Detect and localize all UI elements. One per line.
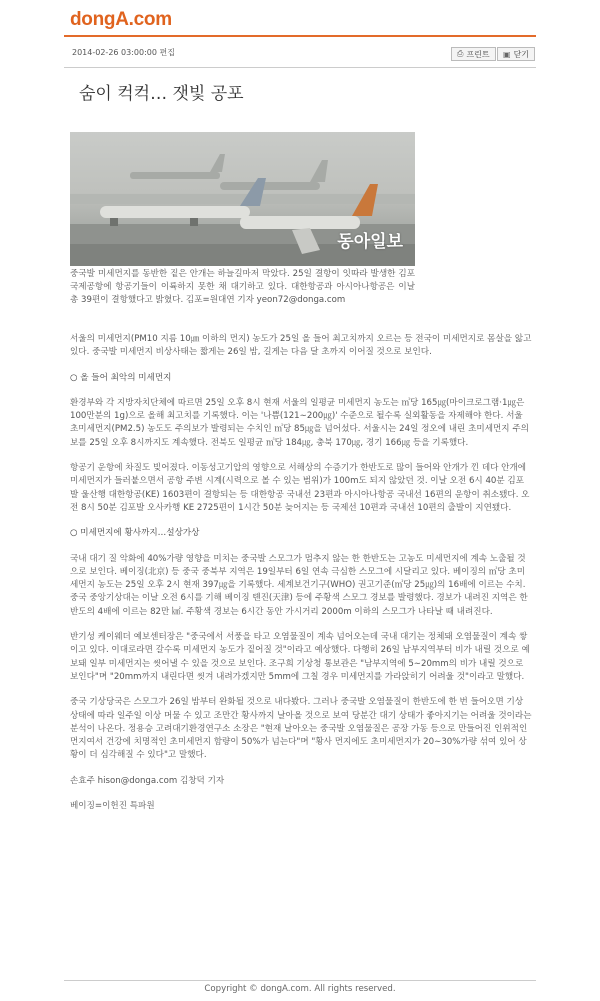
print-label: 프린트 <box>466 49 490 59</box>
article-paragraph: 반기성 케이웨더 예보센터장은 "중국에서 서풍을 타고 오염물질이 계속 넘어오는데 국내 대기는 정체돼 오염물질이 계속 쌓이고 있다. 이대로라면 갈수록 미세먼지 농도가 짙어질 것"이라고 예상했다. 다행히 26일 남부지역부터 비가 내릴 것으로 예보돼 일부 미세먼지는 씻어낼 수 있을 것으로 보인다. 조구희 기상청 통보관은 "남부지역에 5∼20mm의 비가 내릴 것으로 보인다"며 "20mm까지 내린다면 씻겨 내려가겠지만 5mm에 그칠 경우 미세먼지를 가라앉히기 어려울 것"이라고 말했다. <box>70 632 530 682</box>
article-date: 2014-02-26 03:00:00 편집 <box>72 48 175 57</box>
article-photo <box>70 132 415 266</box>
correspondent-byline: 베이징=이헌진 특파원 <box>70 801 155 812</box>
article-body <box>70 333 532 825</box>
close-label: 닫기 <box>513 49 530 59</box>
section-subheading: ○ 미세먼지에 황사까지…설상가상 <box>70 528 200 539</box>
site-logo[interactable]: dongA.com <box>70 9 172 30</box>
reporter-byline: 손효주 hison@donga.com 김창덕 기자 <box>70 775 225 786</box>
print-icon: ⎙ <box>457 49 464 58</box>
print-button[interactable] <box>451 47 496 61</box>
footer-divider <box>64 980 536 981</box>
article-paragraph: 국내 대기 질 악화에 40%가량 영향을 미치는 중국발 스모그가 멈추지 않는 한 한반도는 고농도 미세먼지에 계속 노출될 것으로 보인다. 베이징(北京) 등 중국 중북부 지역은 19일부터 6일 연속 극심한 스모그에 시달리고 있다. 베이징의 ㎥당 초미세먼지 농도는 25일 오후 2시 현재 397㎍을 기록했다. 세계보건기구(WHO) 권고기준(㎥당 25㎍)의 16배에 이르는 수치. 중국 중앙기상대는 이날 오전 6시를 기해 베이징 톈진(天津) 등에 주황색 스모그 경보를 발령했다. 경보가 내려진 지역은 한반도의 4배에 이르는 82만 ㎢. 주황색 경보는 6시간 동안 가시거리 2000m 이하의 스모그가 나타날 때 내려진다. <box>70 553 528 617</box>
article-paragraph: 항공기 운항에 차질도 빚어졌다. 이동성고기압의 영향으로 서해상의 수증기가 한반도로 많이 들어와 안개가 낀 데다 안개에 미세먼지가 들러붙으면서 공항 주변 시계(시력으로 볼 수 있는 범위)가 100m도 되지 않았던 것. 이날 오전 6시 40분 김포발 울산행 대한항공(KE) 1603편이 결항되는 등 대한항공 국내선 23편과 아시아나항공 국내선 16편의 운항이 취소됐다. 오전 8시 50분 김포발 오사카행 KE 2725편이 1시간 50분 늦어지는 등 국제선 10편과 국내선 10편의 출발이 지연됐다. <box>70 463 530 513</box>
close-button[interactable] <box>497 47 535 61</box>
article-paragraph: 서울의 미세먼지(PM10 지름 10㎛ 이하의 먼지) 농도가 25일 올 들어 최고치까지 오르는 등 전국이 미세먼지로 몸살을 앓고 있다. 중국발 미세먼지 비상사태는 짧게는 26일 밤, 길게는 다음 달 초까지 이어질 것으로 보인다. <box>70 334 532 358</box>
article-paragraph: 중국 기상당국은 스모그가 26일 밤부터 완화될 것으로 내다봤다. 그러나 중국발 오염물질이 한반도에 한 번 들어오면 기상 상태에 따라 일주일 이상 머물 수 있고 조만간 황사까지 날아올 것으로 보여 당분간 대기 상태가 좋아지기는 어려울 것이라는 분석이 나온다. 정용승 고려대기환경연구소 소장은 "현재 날아오는 중국발 오염물질은 공장 가동 등으로 만들어진 인위적인 먼지여서 건강에 치명적인 초미세먼지 함량이 50%가 넘는다"며 "황사 먼지에도 초미세먼지가 20∼30%가량 섞여 있어 상황이 더 심각해질 수 있다"고 말했다. <box>70 697 532 761</box>
section-subheading: ○ 올 들어 최악의 미세먼지 <box>70 372 172 383</box>
photo-caption: 중국발 미세먼지를 동반한 짙은 안개는 하늘길마저 막았다. 25일 결항이 잇따라 발생한 김포국제공항에 항공기들이 이륙하지 못한 채 대기하고 있다. 대한항공과 아시아나항공은 이날 총 39편이 결항했다고 밝혔다. 김포=원대연 기자 yeon72@donga.com <box>70 269 415 305</box>
toolbar-divider <box>64 67 536 68</box>
article-headline: 숨이 컥컥… 잿빛 공포 <box>79 84 244 104</box>
copyright-notice: Copyright © dongA.com. All rights reserved. <box>204 984 396 994</box>
photo-watermark: 동아일보 <box>337 232 403 252</box>
article-paragraph: 환경부와 각 지방자치단체에 따르면 25일 오후 8시 현재 서울의 일평균 미세먼지 농도는 ㎥당 165㎍(마이크로그램·1㎍은 100만분의 1g)으로 올해 최고치를 기록했다. 이는 '나쁨(121∼200㎍)' 수준으로 될수록 실외활동을 자제해야 한다. 서울 초미세먼지(PM2.5) 농도도 주의보가 발령되는 수치인 ㎥당 85㎍을 넘어섰다. 서울시는 24일 정오에 내린 초미세먼지 주의보를 25일 오후 8시까지도 계속했다. 전북도 일평균 ㎥당 184㎍, 충북 170㎍, 경기 166㎍ 등을 기록했다. <box>70 397 529 448</box>
close-icon: ▣ <box>503 49 511 59</box>
header-divider <box>64 35 536 37</box>
